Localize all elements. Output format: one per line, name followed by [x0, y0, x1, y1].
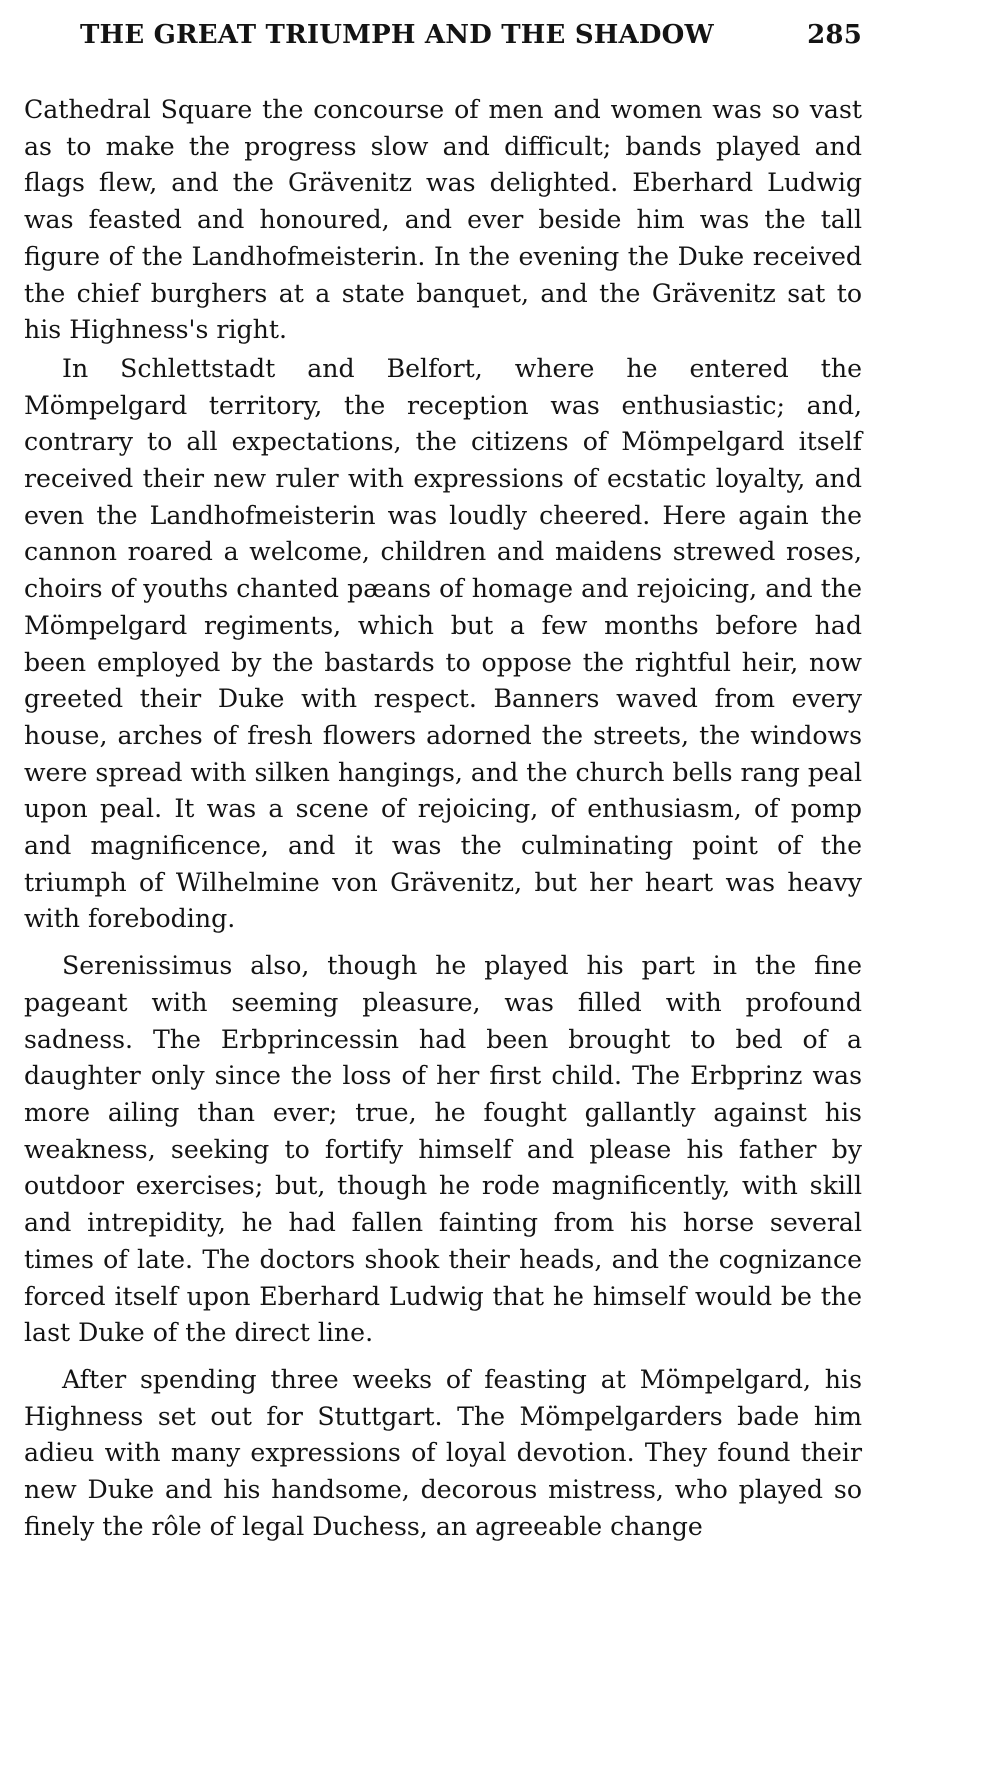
paragraph-1: Cathedral Square the concourse of men and women was so vast as to make the progress slow and difficult; bands played and flags flew, and the Grävenitz was delighted. Eberhard Ludwig was feasted and honoured, and ever beside him was the tall figure of the Landhofmeisterin. In the evening the Duke received the chief burghers at a state banquet, and the Grävenitz sat to his Highness's right. [24, 95, 862, 345]
book-page [24, 20, 862, 1545]
page-number: 285 [807, 20, 862, 50]
paragraph-4: After spending three weeks of feasting at Mömpelgard, his Highness set out for Stuttgart. The Mömpelgarders bade him adieu with many expressions of loyal devotion. They found their new Duke and his handsome, decorous mistress, who played so finely the rôle of legal Duchess, an agreeable change [24, 1364, 862, 1541]
body-text [24, 92, 862, 1545]
running-title: THE GREAT TRIUMPH AND THE SHADOW [80, 20, 714, 50]
running-header [24, 20, 862, 78]
paragraph-3: Serenissimus also, though he played his part in the fine pageant with seeming pleasure, was filled with profound sadness. The Erbprincessin had been brought to bed of a daughter only since the loss of her first child. The Erbprinz was more ailing than ever; true, he fought gallantly against his weakness, seeking to fortify himself and please his father by outdoor exercises; but, though he rode magnificently, with skill and intrepidity, he had fallen fainting from his horse several times of late. The doctors shook their heads, and the cognizance forced itself upon Eberhard Ludwig that he himself would be the last Duke of the direct line. [24, 951, 862, 1348]
paragraph-2: In Schlettstadt and Belfort, where he entered the Mömpelgard territory, the reception was enthusiastic; and, contrary to all expectations, the citizens of Mömpelgard itself received their new ruler with expressions of ecstatic loyalty, and even the Landhofmeisterin was loudly cheered. Here again the cannon roared a welcome, children and maidens strewed roses, choirs of youths chanted pæans of homage and rejoicing, and the Mömpelgard regiments, which but a few months before had been employed by the bastards to oppose the rightful heir, now greeted their Duke with respect. Banners waved from every house, arches of fresh flowers adorned the streets, the windows were spread with silken hangings, and the church bells rang peal upon peal. It was a scene of rejoicing, of enthusiasm, of pomp and magnificence, and it was the culminating point of the triumph of Wilhelmine von Grävenitz, but her heart was heavy with foreboding. [24, 353, 863, 934]
